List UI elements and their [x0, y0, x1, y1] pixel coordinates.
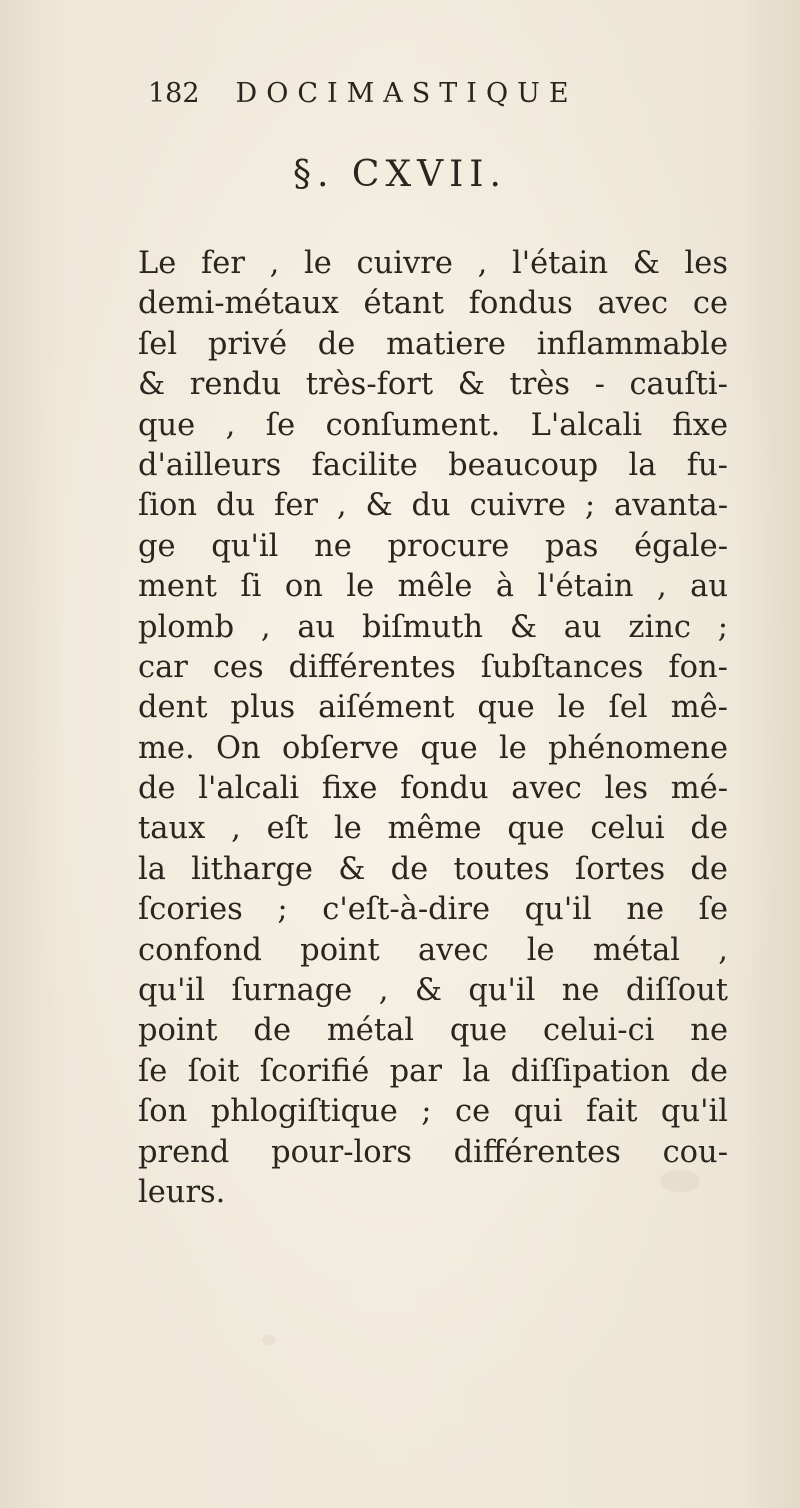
text-line: demi-métaux étant fondus avec ce: [138, 286, 728, 322]
text-line: ſel privé de matiere inflammable: [138, 326, 728, 362]
paper-stain: [262, 1335, 276, 1345]
text-line: leurs.: [138, 1174, 226, 1210]
text-line: plomb , au biſmuth & au zinc ;: [138, 609, 728, 645]
text-line: car ces différentes ſubſtances fon-: [138, 649, 728, 685]
text-line: dent plus aiſément que le ſel mê-: [138, 690, 728, 726]
page-number: 182: [148, 78, 200, 109]
text-line: de l'alcali fixe fondu avec les mé-: [138, 771, 728, 807]
text-line: la litharge & de toutes ſortes de: [138, 851, 728, 887]
text-line: ment ſi on le mêle à l'étain , au: [138, 569, 728, 605]
text-line: & rendu très-fort & très - cauſti-: [138, 367, 728, 403]
text-line: confond point avec le métal ,: [138, 932, 728, 968]
text-line: ſe ſoit ſcorifié par la diſſipation de: [138, 1053, 728, 1089]
section-heading: §. CXVII.: [293, 154, 507, 195]
running-title: DOCIMASTIQUE: [235, 78, 578, 109]
text-line: ſcories ; c'eſt-à-dire qu'il ne ſe: [138, 892, 728, 928]
running-head: [148, 78, 668, 118]
text-line: que , ſe conſument. L'alcali fixe: [138, 407, 728, 443]
text-line: taux , eſt le même que celui de: [138, 811, 728, 847]
text-line: qu'il ſurnage , & qu'il ne diſſout: [138, 973, 728, 1009]
text-line: point de métal que celui-ci ne: [138, 1013, 728, 1049]
text-line: me. On obſerve que le phénomene: [138, 730, 728, 766]
text-line: ſion du fer , & du cuivre ; avanta-: [138, 488, 728, 524]
text-line: ſon phlogiſtique ; ce qui fait qu'il: [138, 1094, 728, 1130]
text-line: ge qu'il ne procure pas égale-: [138, 528, 728, 564]
text-line: prend pour-lors différentes cou-: [138, 1134, 728, 1170]
text-line: d'ailleurs facilite beaucoup la fu-: [138, 447, 728, 483]
text-line: Le fer , le cuivre , l'étain & les: [138, 246, 728, 281]
body-paragraph: [138, 244, 728, 1213]
